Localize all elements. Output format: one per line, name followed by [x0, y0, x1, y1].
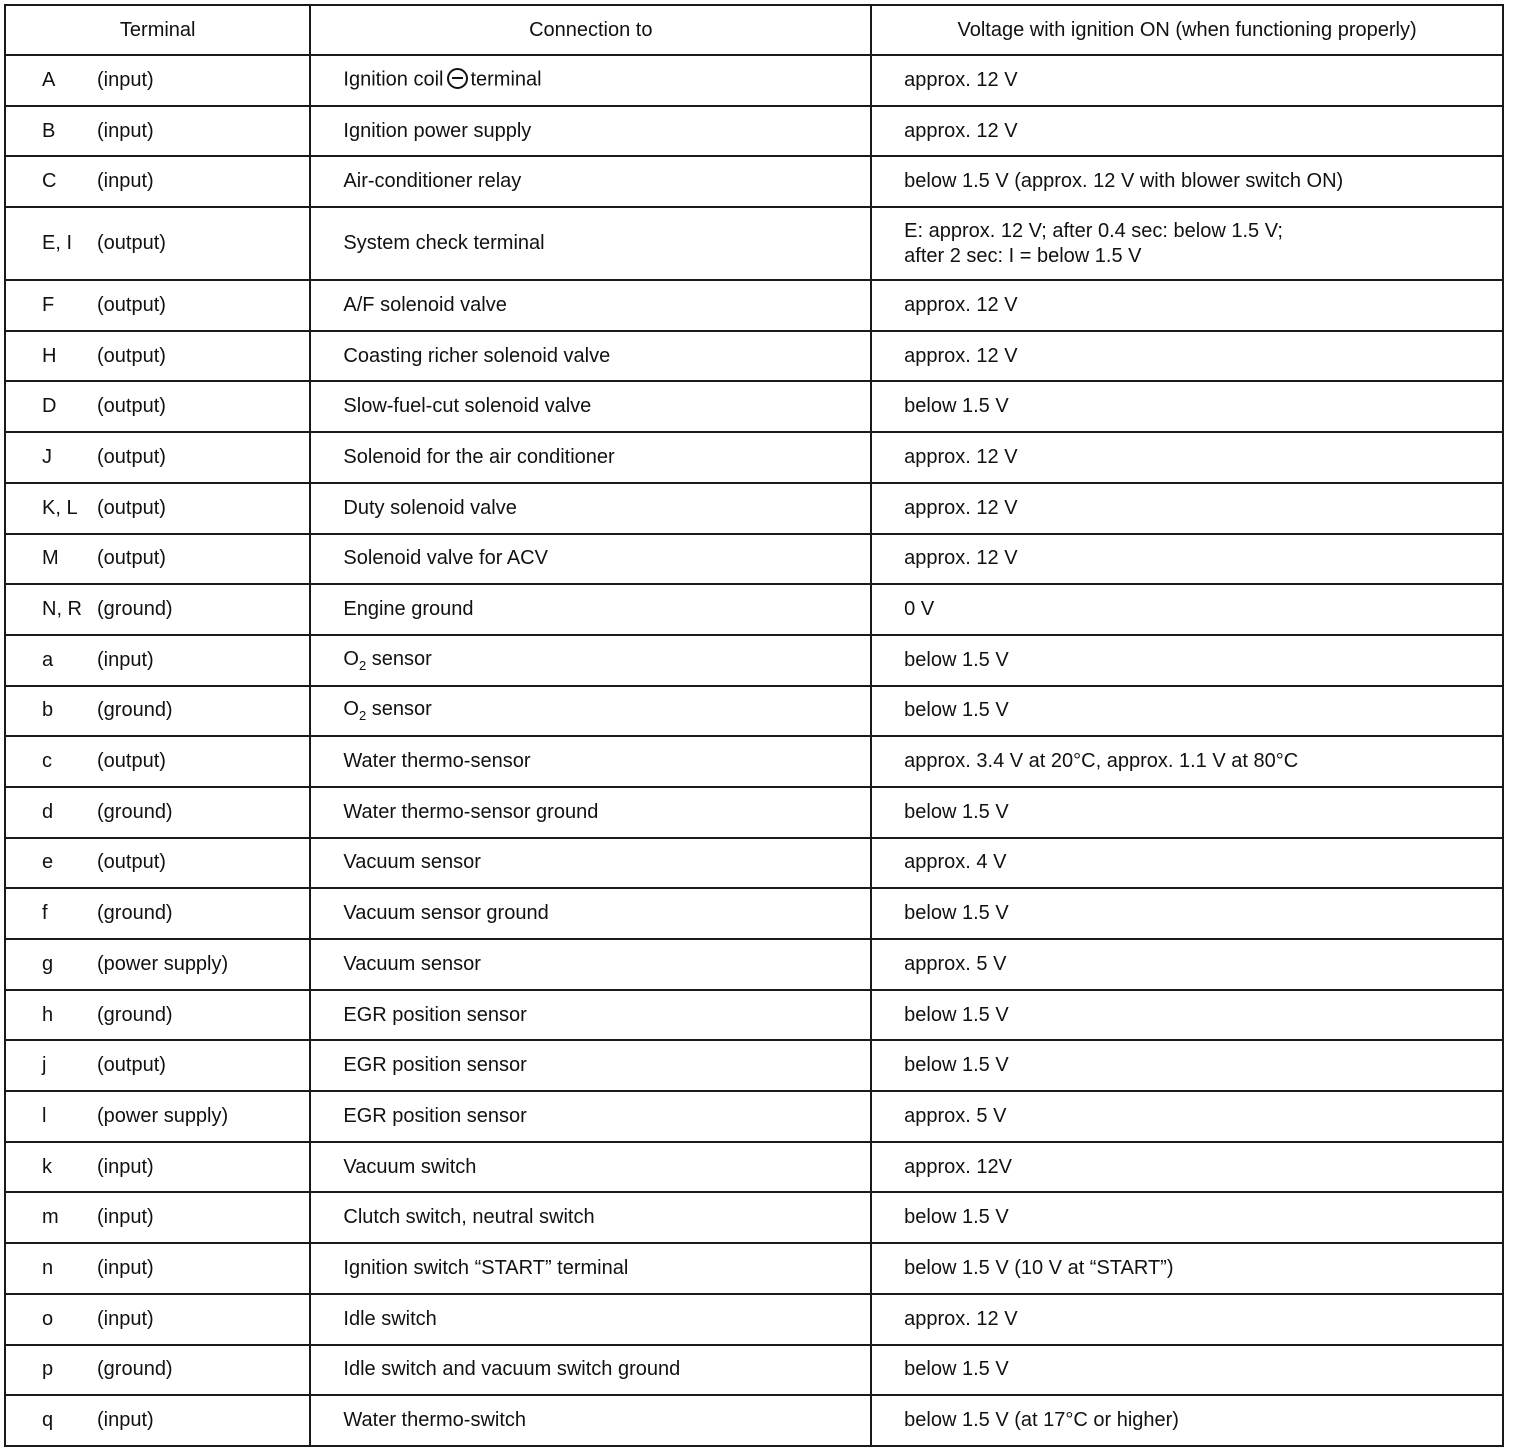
terminal-cell [5, 686, 310, 737]
terminal-type: (input) [97, 648, 154, 671]
terminal-cell [5, 584, 310, 635]
voltage-cell: below 1.5 V [871, 1040, 1503, 1091]
terminal-cell [5, 381, 310, 432]
terminal-type: (input) [97, 1256, 154, 1279]
terminal-type: (ground) [97, 1358, 173, 1381]
terminal-cell [5, 939, 310, 990]
connection-cell: EGR position sensor [310, 1040, 871, 1091]
terminal-code: D [42, 395, 57, 418]
connection-cell: Slow-fuel-cut solenoid valve [310, 381, 871, 432]
table-row [5, 106, 1503, 157]
terminal-code: j [42, 1054, 47, 1077]
terminal-cell [5, 432, 310, 483]
terminal-type: (input) [97, 1155, 154, 1178]
table-row [5, 331, 1503, 382]
voltage-cell: approx. 12 V [871, 432, 1503, 483]
table-row [5, 1345, 1503, 1396]
connection-cell: Idle switch and vacuum switch ground [310, 1345, 871, 1396]
table-row [5, 1192, 1503, 1243]
terminal-cell [5, 534, 310, 585]
terminal-type: (ground) [97, 598, 173, 621]
terminal-code: B [42, 119, 56, 142]
connection-cell: Solenoid valve for ACV [310, 534, 871, 585]
terminal-type: (output) [97, 1054, 166, 1077]
terminal-code: p [42, 1358, 54, 1381]
terminal-code: h [42, 1003, 54, 1026]
voltage-cell: below 1.5 V (at 17°C or higher) [871, 1395, 1503, 1446]
connection-cell: Water thermo-sensor [310, 736, 871, 787]
table-row [5, 1040, 1503, 1091]
terminal-code: A [42, 68, 56, 91]
voltage-cell: approx. 4 V [871, 838, 1503, 889]
terminal-cell [5, 990, 310, 1041]
terminal-code: K, L [42, 496, 78, 519]
connection-cell: Air-conditioner relay [310, 156, 871, 207]
terminal-cell [5, 1091, 310, 1142]
terminal-voltage-table [4, 4, 1504, 1447]
voltage-cell: below 1.5 V [871, 1192, 1503, 1243]
voltage-cell: below 1.5 V [871, 888, 1503, 939]
connection-cell: $O_2$ sensor [310, 686, 871, 737]
connection-cell: Vacuum sensor ground [310, 888, 871, 939]
table-row [5, 381, 1503, 432]
terminal-type: (power supply) [97, 952, 229, 975]
terminal-code: d [42, 800, 54, 823]
voltage-cell: approx. 3.4 V at 20°C, approx. 1.1 V at 80°C [871, 736, 1503, 787]
terminal-code: q [42, 1409, 54, 1432]
voltage-cell: below 1.5 V [871, 381, 1503, 432]
terminal-cell [5, 156, 310, 207]
voltage-cell: approx. 12 V [871, 1294, 1503, 1345]
terminal-code: E, I [42, 232, 73, 255]
terminal-code: a [42, 648, 54, 671]
connection-cell: Solenoid for the air conditioner [310, 432, 871, 483]
terminal-code: l [42, 1104, 47, 1127]
terminal-type: (output) [97, 445, 166, 468]
table-row [5, 1294, 1503, 1345]
voltage-cell: below 1.5 V (approx. 12 V with blower switch ON) [871, 156, 1503, 207]
connection-cell: Idle switch [310, 1294, 871, 1345]
terminal-cell [5, 1345, 310, 1396]
table-row [5, 939, 1503, 990]
voltage-cell: E: approx. 12 V; after 0.4 sec: below 1.5 V; after 2 sec: I = below 1.5 V [871, 207, 1503, 280]
connection-cell: Clutch switch, neutral switch [310, 1192, 871, 1243]
terminal-code: c [42, 750, 52, 773]
terminal-type: (ground) [97, 1003, 173, 1026]
terminal-code: N, R [42, 598, 82, 621]
terminal-code: f [42, 902, 48, 925]
terminal-type: (output) [97, 293, 166, 316]
table-row [5, 838, 1503, 889]
table-row [5, 635, 1503, 686]
terminal-code: b [42, 699, 54, 722]
terminal-cell [5, 635, 310, 686]
table-row [5, 1142, 1503, 1193]
connection-cell: A/F solenoid valve [310, 280, 871, 331]
terminal-code: H [42, 344, 57, 367]
terminal-type: (power supply) [97, 1104, 229, 1127]
voltage-cell: below 1.5 V (10 V at “START”) [871, 1243, 1503, 1294]
voltage-cell: approx. 12 V [871, 331, 1503, 382]
terminal-type: (ground) [97, 902, 173, 925]
connection-cell: Duty solenoid valve [310, 483, 871, 534]
terminal-type: (input) [97, 68, 154, 91]
terminal-type: (input) [97, 170, 154, 193]
terminal-cell [5, 1243, 310, 1294]
connection-cell: System check terminal [310, 207, 871, 280]
connection-cell: Vacuum sensor [310, 939, 871, 990]
voltage-cell: approx. 12 V [871, 280, 1503, 331]
terminal-code: e [42, 851, 54, 874]
voltage-cell: 0 V [871, 584, 1503, 635]
table-row [5, 787, 1503, 838]
connection-cell: $O_2$ sensor [310, 635, 871, 686]
voltage-cell: approx. 12V [871, 1142, 1503, 1193]
table-row [5, 888, 1503, 939]
voltage-cell: approx. 12 V [871, 483, 1503, 534]
voltage-cell: approx. 12 V [871, 55, 1503, 106]
terminal-code: n [42, 1256, 54, 1279]
connection-cell: EGR position sensor [310, 990, 871, 1041]
table-row [5, 156, 1503, 207]
terminal-cell [5, 1040, 310, 1091]
table-row [5, 207, 1503, 280]
terminal-cell [5, 1395, 310, 1446]
terminal-cell [5, 1142, 310, 1193]
voltage-cell: approx. 5 V [871, 939, 1503, 990]
table-row [5, 1243, 1503, 1294]
terminal-type: (output) [97, 232, 166, 255]
terminal-cell [5, 1294, 310, 1345]
table-row [5, 736, 1503, 787]
voltage-cell: below 1.5 V [871, 787, 1503, 838]
terminal-type: (output) [97, 851, 166, 874]
terminal-code: C [42, 170, 57, 193]
connection-cell: Water thermo-sensor ground [310, 787, 871, 838]
header-terminal: Terminal [5, 5, 310, 55]
connection-cell: Ignition power supply [310, 106, 871, 157]
table-row [5, 990, 1503, 1041]
terminal-cell [5, 280, 310, 331]
connection-cell: Water thermo-switch [310, 1395, 871, 1446]
terminal-type: (output) [97, 750, 166, 773]
terminal-cell [5, 888, 310, 939]
connection-cell: Vacuum sensor [310, 838, 871, 889]
terminal-cell [5, 207, 310, 280]
terminal-code: m [42, 1206, 59, 1229]
voltage-cell: below 1.5 V [871, 990, 1503, 1041]
terminal-code: J [42, 445, 52, 468]
terminal-code: M [42, 547, 59, 570]
voltage-cell: approx. 12 V [871, 534, 1503, 585]
terminal-cell [5, 106, 310, 157]
connection-cell: Ignition switch “START” terminal [310, 1243, 871, 1294]
table-row [5, 483, 1503, 534]
terminal-cell [5, 55, 310, 106]
table-row [5, 686, 1503, 737]
terminal-type: (output) [97, 547, 166, 570]
negative-terminal-icon [447, 68, 468, 89]
header-connection: Connection to [310, 5, 871, 55]
table-row [5, 55, 1503, 106]
terminal-cell [5, 331, 310, 382]
header-row [5, 5, 1503, 55]
terminal-type: (output) [97, 344, 166, 367]
terminal-type: (input) [97, 1206, 154, 1229]
terminal-cell [5, 838, 310, 889]
terminal-cell [5, 736, 310, 787]
terminal-type: (input) [97, 1307, 154, 1330]
terminal-cell [5, 483, 310, 534]
connection-cell: Engine ground [310, 584, 871, 635]
terminal-type: (input) [97, 1409, 154, 1432]
table-row [5, 1091, 1503, 1142]
connection-cell: EGR position sensor [310, 1091, 871, 1142]
connection-cell: Coasting richer solenoid valve [310, 331, 871, 382]
voltage-cell: approx. 12 V [871, 106, 1503, 157]
terminal-cell [5, 787, 310, 838]
terminal-code: F [42, 293, 55, 316]
voltage-cell: below 1.5 V [871, 1345, 1503, 1396]
voltage-cell: below 1.5 V [871, 635, 1503, 686]
header-voltage: Voltage with ignition ON (when functioning properly) [871, 5, 1503, 55]
terminal-type: (ground) [97, 800, 173, 823]
terminal-cell [5, 1192, 310, 1243]
table-row [5, 584, 1503, 635]
table-row [5, 280, 1503, 331]
terminal-type: (output) [97, 496, 166, 519]
voltage-cell: approx. 5 V [871, 1091, 1503, 1142]
terminal-type: (ground) [97, 699, 173, 722]
terminal-code: o [42, 1307, 54, 1330]
table-row [5, 534, 1503, 585]
terminal-type: (output) [97, 395, 166, 418]
table-row [5, 1395, 1503, 1446]
connection-cell: Ignition coil terminal [310, 55, 871, 106]
terminal-code: k [42, 1155, 52, 1178]
connection-cell: Vacuum switch [310, 1142, 871, 1193]
table-row [5, 432, 1503, 483]
voltage-cell: below 1.5 V [871, 686, 1503, 737]
terminal-code: g [42, 952, 54, 975]
terminal-type: (input) [97, 119, 154, 142]
